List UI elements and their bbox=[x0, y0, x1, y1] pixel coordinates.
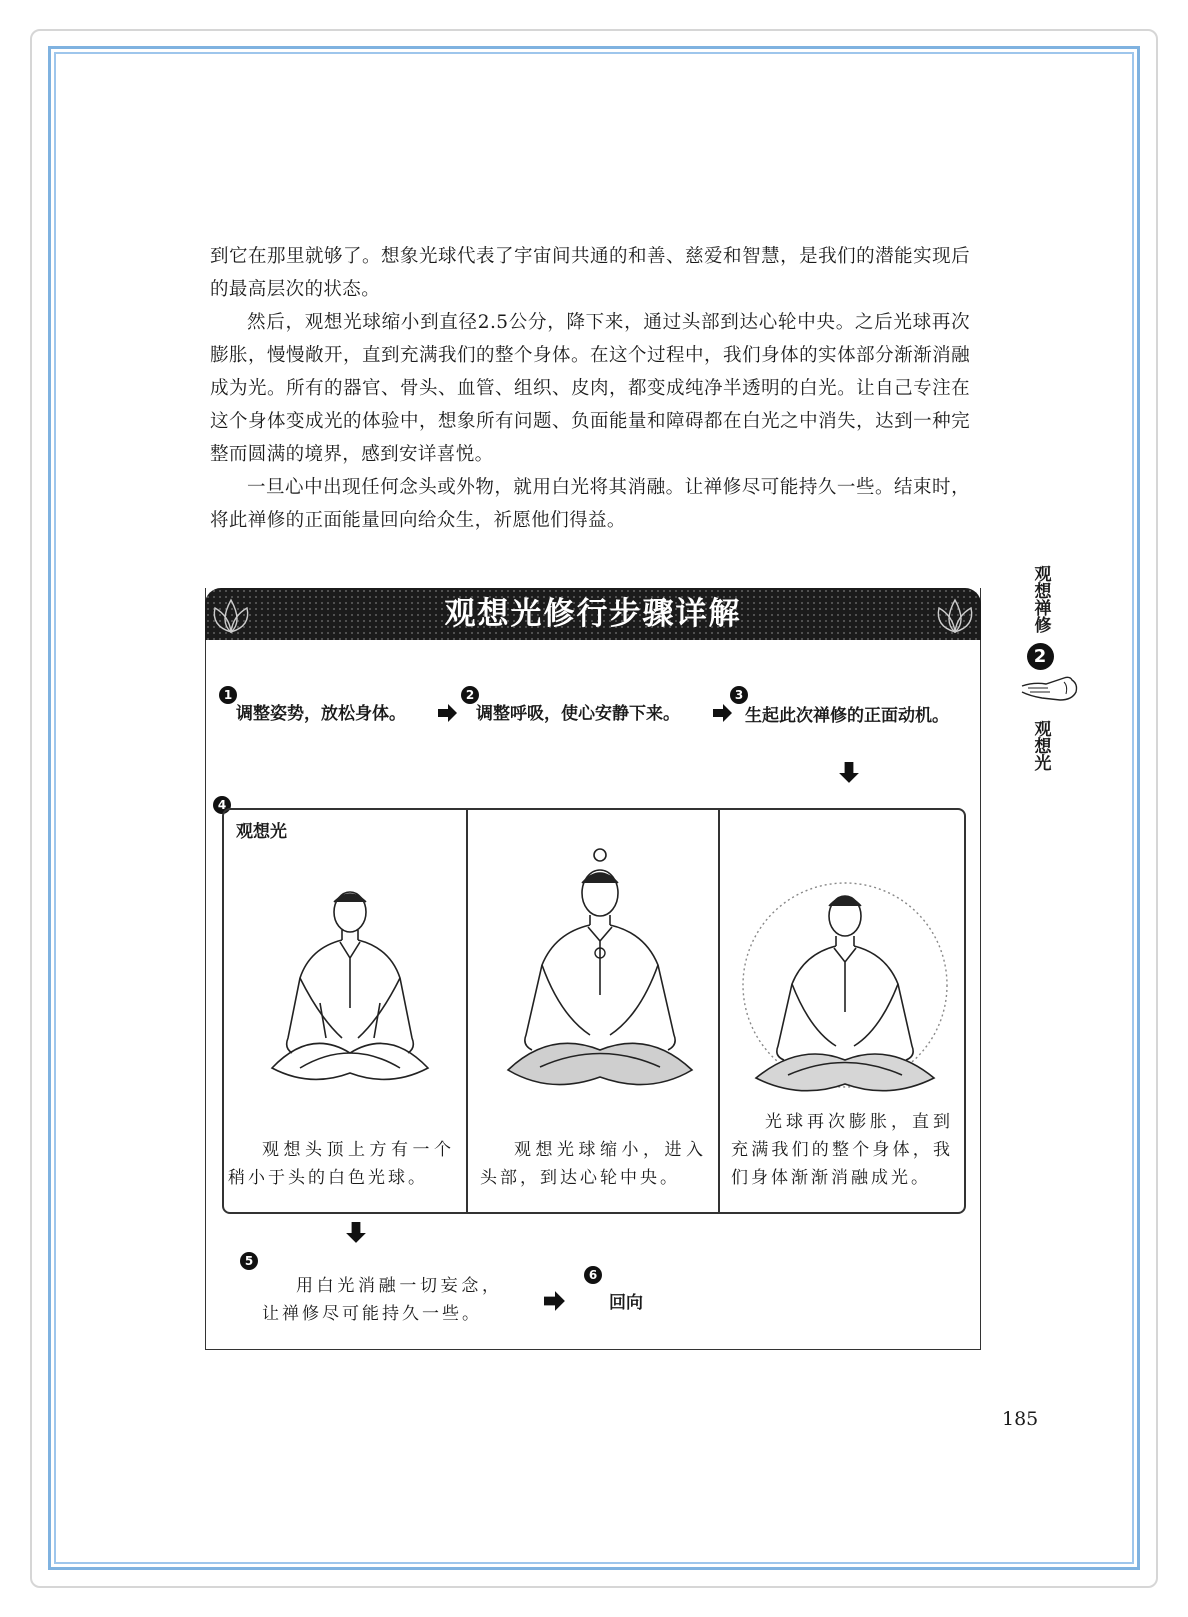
step-6-number: 6 bbox=[584, 1266, 602, 1284]
step-4-number: 4 bbox=[213, 796, 231, 814]
meditator-figure-3 bbox=[740, 860, 950, 1110]
lotus-right-icon bbox=[933, 592, 977, 636]
chapter-number: 2 bbox=[1027, 643, 1054, 670]
step-2-label: 调整呼吸，使心安静下来。 bbox=[476, 704, 680, 724]
panel-divider bbox=[718, 810, 720, 1212]
page-number: 185 bbox=[1002, 1408, 1039, 1430]
arrow-down-icon bbox=[345, 1222, 367, 1244]
arrow-right-icon bbox=[544, 1290, 566, 1312]
hand-icon bbox=[1020, 672, 1082, 706]
chapter-title: 观想禅修 bbox=[1030, 565, 1051, 633]
step-3-number: 3 bbox=[730, 686, 748, 704]
panel-3-caption: 光球再次膨胀，直到充满我们的整个身体，我们身体渐渐消融成光。 bbox=[731, 1112, 953, 1188]
arrow-down-icon bbox=[838, 762, 860, 784]
panel-2-caption: 观想光球缩小，进入头部，到达心轮中央。 bbox=[480, 1140, 706, 1188]
paragraph-1: 到它在那里就够了。想象光球代表了宇宙间共通的和善、慈爱和智慧，是我们的潜能实现后的最高层次的状态。 bbox=[210, 246, 970, 300]
panel-divider bbox=[466, 810, 468, 1212]
arrow-right-icon bbox=[713, 703, 733, 723]
chapter-side-tab bbox=[1020, 565, 1060, 771]
body-text bbox=[210, 240, 970, 537]
step-1-number: 1 bbox=[219, 686, 237, 704]
panel-title: 观想光 bbox=[236, 822, 287, 842]
arrow-right-icon bbox=[438, 703, 458, 723]
meditator-figure-2 bbox=[500, 845, 700, 1105]
chapter-subtitle: 观想光 bbox=[1030, 720, 1051, 771]
step-3-label: 生起此次禅修的正面动机。 bbox=[745, 706, 949, 726]
step-2-number: 2 bbox=[461, 686, 479, 704]
step-1-label: 调整姿势，放松身体。 bbox=[236, 704, 406, 724]
paragraph-3: 一旦心中出现任何念头或外物，就用白光将其消融。让禅修尽可能持久一些。结束时，将此禅修的正面能量回向给众生，祈愿他们得益。 bbox=[210, 477, 970, 531]
paragraph-2: 然后，观想光球缩小到直径2.5公分，降下来，通过头部到达心轮中央。之后光球再次膨胀，慢慢敞开，直到充满我们的整个身体。在这个过程中，我们身体的实体部分渐渐消融成为光。所有的器官、骨头、血管、组织、皮肉，都变成纯净半透明的白光。让自己专注在这个身体变成光的体验中，想象所有问题、负面能量和障碍都在白光之中消失，达到一种完整而圆满的境界，感到安详喜悦。 bbox=[210, 312, 970, 465]
diagram-banner bbox=[205, 588, 981, 640]
step-5-number: 5 bbox=[240, 1252, 258, 1270]
panel-1-caption: 观想头顶上方有一个稍小于头的白色光球。 bbox=[228, 1140, 454, 1188]
step-6-label: 回向 bbox=[609, 1293, 643, 1313]
diagram-title: 观想光修行步骤详解 bbox=[444, 596, 742, 632]
step-5-label: 用白光消融一切妄念，让禅修尽可能持久一些。 bbox=[262, 1276, 502, 1324]
meditator-figure-1 bbox=[260, 888, 440, 1098]
